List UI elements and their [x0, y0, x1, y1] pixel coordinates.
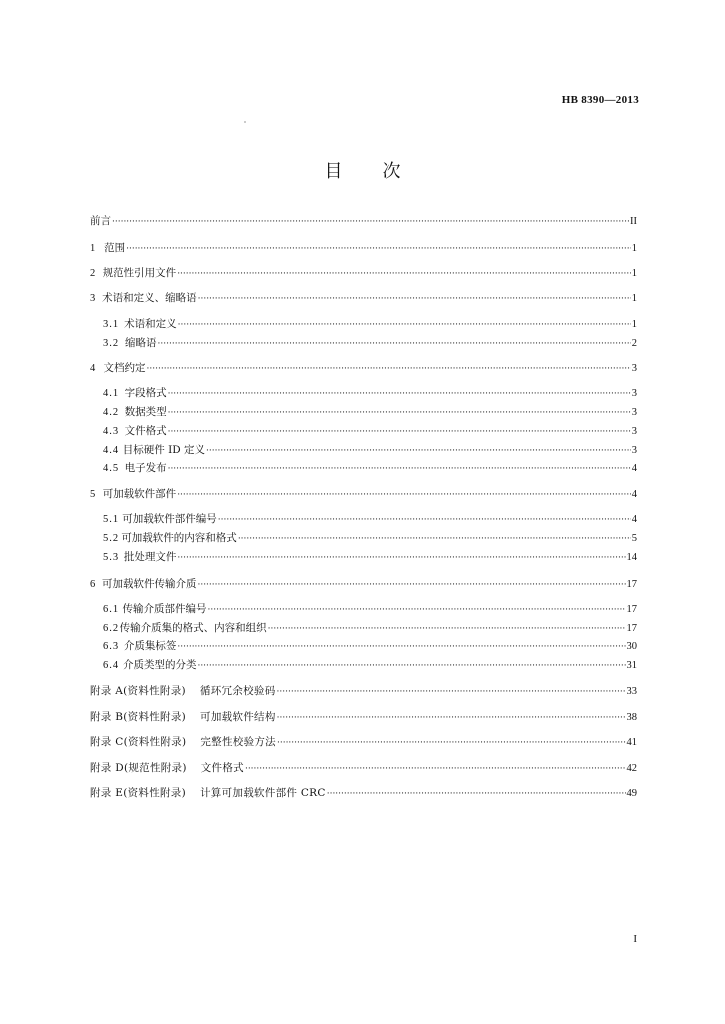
appendix-title: 计算可加载软件部件 CRC — [200, 787, 326, 799]
section-number: 5.3 — [103, 552, 120, 563]
toc-page-number: 38 — [626, 712, 637, 723]
toc-page-number: 4 — [631, 489, 637, 500]
dot-leader — [198, 292, 631, 306]
appendix-label: 附录 A(资料性附录) — [90, 685, 186, 697]
toc-page-number: 3 — [631, 426, 637, 437]
toc-entry-text: 范围 — [104, 242, 126, 254]
dot-leader — [177, 267, 631, 281]
toc-entry-4-2[interactable] — [103, 405, 637, 420]
section-number: 6.3 — [103, 641, 120, 652]
toc-page-number: 30 — [626, 641, 637, 652]
section-number: 4.5 — [103, 463, 120, 474]
toc-entry-text: 可加载软件部件编号 — [122, 513, 217, 525]
toc-page-number: II — [630, 216, 637, 227]
dot-leader — [112, 215, 629, 229]
dot-leader — [206, 444, 631, 458]
appendix-label: 附录 C(资料性附录) — [90, 736, 187, 748]
toc-entry-text: 文档约定 — [103, 362, 146, 374]
section-number: 6.1 — [103, 604, 120, 615]
toc-entry-3-1[interactable] — [103, 317, 637, 332]
toc-entry-5[interactable] — [90, 487, 637, 502]
toc-entry-3-2[interactable] — [103, 336, 637, 351]
toc-page-number: 17 — [626, 579, 637, 590]
toc-entry-1[interactable] — [90, 241, 637, 256]
dot-leader — [168, 387, 631, 401]
toc-page-number: 2 — [631, 338, 637, 349]
toc-entry-text: 介质集标签 — [123, 640, 177, 652]
standard-number: HB 8390—2013 — [561, 94, 639, 106]
toc-page-number: 3 — [631, 388, 637, 399]
toc-entry-text: 数据类型 — [124, 406, 167, 418]
toc-entry-text: 缩略语 — [125, 337, 157, 349]
dot-leader — [177, 551, 625, 565]
toc-entry-text: 传输介质部件编号 — [122, 603, 207, 615]
toc-entry-4-4[interactable] — [103, 443, 637, 458]
table-of-contents — [90, 0, 637, 1024]
toc-page-number: 41 — [626, 737, 637, 748]
toc-entry-text: 术语和定义、缩略语 — [102, 292, 197, 304]
appendix-label: 附录 E(资料性附录) — [90, 787, 186, 799]
toc-page-number: 1 — [631, 243, 637, 254]
toc-page-number: 33 — [626, 686, 637, 697]
appendix-label: 附录 D(规范性附录) — [90, 762, 187, 774]
toc-entry-appendix-c[interactable] — [90, 735, 637, 750]
toc-entry-5-3[interactable] — [103, 550, 637, 565]
toc-entry-appendix-e[interactable] — [90, 786, 637, 801]
toc-entry-text: 可加载软件部件 — [102, 488, 177, 500]
toc-entry-6-2[interactable] — [103, 621, 637, 636]
section-number: 5 — [90, 489, 97, 500]
toc-entry-5-2[interactable] — [103, 531, 637, 546]
dot-leader — [197, 659, 625, 673]
toc-entry-text: 字段格式 — [124, 387, 167, 399]
dot-leader — [268, 622, 626, 636]
toc-entry-text: 文件格式 — [124, 425, 167, 437]
appendix-title: 可加载软件结构 — [200, 711, 276, 723]
toc-page-number: 3 — [631, 445, 637, 456]
toc-entry-text: 可加载软件传输介质 — [101, 578, 197, 590]
dot-leader — [168, 406, 631, 420]
appendix-title: 循环冗余校验码 — [199, 685, 276, 697]
toc-entry-text: 介质类型的分类 — [122, 659, 197, 671]
toc-page-number: 49 — [626, 788, 637, 799]
section-number: 6.4 — [103, 660, 120, 671]
toc-page-number: 1 — [631, 293, 637, 304]
toc-page-number: 3 — [631, 407, 637, 418]
section-number: 3.2 — [103, 338, 120, 349]
section-number: 1 — [90, 243, 97, 254]
section-number: 5.2 — [103, 533, 120, 544]
toc-entry-3[interactable] — [90, 291, 637, 306]
dot-leader — [238, 532, 631, 546]
toc-entry-text: 电子发布 — [124, 462, 167, 474]
toc-entry-text: 前言 — [90, 215, 111, 227]
toc-entry-4-1[interactable] — [103, 386, 637, 401]
toc-entry-text: 规范性引用文件 — [102, 267, 177, 279]
section-number: 4 — [90, 363, 97, 374]
dot-leader — [147, 362, 631, 376]
toc-entry-4-3[interactable] — [103, 424, 637, 439]
section-number: 4.1 — [103, 388, 120, 399]
toc-page-number: 31 — [626, 660, 637, 671]
toc-entry-4[interactable] — [90, 361, 637, 376]
dot-leader — [207, 603, 625, 617]
toc-page-number: 1 — [631, 268, 637, 279]
dot-leader — [168, 462, 631, 476]
toc-entry-5-1[interactable] — [103, 512, 637, 527]
toc-entry-text: 目标硬件 ID 定义 — [122, 444, 206, 456]
toc-entry-6-1[interactable] — [103, 602, 637, 617]
appendix-title: 文件格式 — [200, 762, 244, 774]
toc-entry-appendix-a[interactable] — [90, 684, 637, 699]
appendix-title: 完整性校验方法 — [200, 736, 276, 748]
section-number: 5.1 — [103, 514, 120, 525]
section-number: 4.2 — [103, 407, 120, 418]
dot-leader — [277, 736, 626, 750]
toc-page-number: 14 — [626, 552, 637, 563]
section-number: 3.1 — [103, 319, 120, 330]
section-number: 4.4 — [103, 445, 120, 456]
section-number: 3 — [90, 293, 97, 304]
toc-page-number: 4 — [631, 463, 637, 474]
toc-entry-text: 术语和定义 — [124, 318, 177, 330]
toc-entry-text: 可加载软件的内容和格式 — [121, 532, 237, 544]
toc-page-number: 1 — [631, 319, 637, 330]
toc-entry-4-5[interactable] — [103, 461, 637, 476]
dot-leader — [177, 488, 631, 502]
dot-leader — [245, 762, 626, 776]
section-number: 6.2 — [103, 623, 120, 634]
dot-leader — [177, 640, 625, 654]
toc-entry-appendix-b[interactable] — [90, 710, 637, 725]
dot-leader — [277, 685, 626, 699]
toc-entry-text: 传输介质集的格式、内容和组织 — [119, 622, 267, 634]
toc-page-number: 3 — [631, 363, 637, 374]
toc-entry-6-3[interactable] — [103, 639, 637, 654]
toc-entry-6-4[interactable] — [103, 658, 637, 673]
dot-leader — [197, 578, 625, 592]
toc-page-number: 5 — [631, 533, 637, 544]
section-number: 4.3 — [103, 426, 120, 437]
toc-entry-6[interactable] — [90, 577, 637, 592]
dot-leader — [327, 787, 626, 801]
dot-leader — [158, 337, 631, 351]
dot-leader — [218, 513, 631, 527]
dot-leader — [277, 711, 626, 725]
toc-page-number: 17 — [626, 623, 637, 634]
appendix-label: 附录 B(资料性附录) — [90, 711, 187, 723]
toc-entry-appendix-d[interactable] — [90, 761, 637, 776]
toc-entry-text: 批处理文件 — [123, 551, 177, 563]
section-number: 2 — [90, 268, 97, 279]
toc-page-number: 42 — [626, 763, 637, 774]
dot-leader — [178, 318, 631, 332]
toc-entry-2[interactable] — [90, 266, 637, 281]
dot-leader — [168, 425, 631, 439]
footer-page-number: I — [633, 933, 637, 945]
toc-page-number: 17 — [626, 604, 637, 615]
toc-page-number: 4 — [631, 514, 637, 525]
toc-entry-foreword[interactable] — [90, 214, 637, 229]
page-title: 目次 — [324, 161, 441, 182]
dot-leader — [126, 242, 631, 256]
section-number: 6 — [90, 579, 97, 590]
